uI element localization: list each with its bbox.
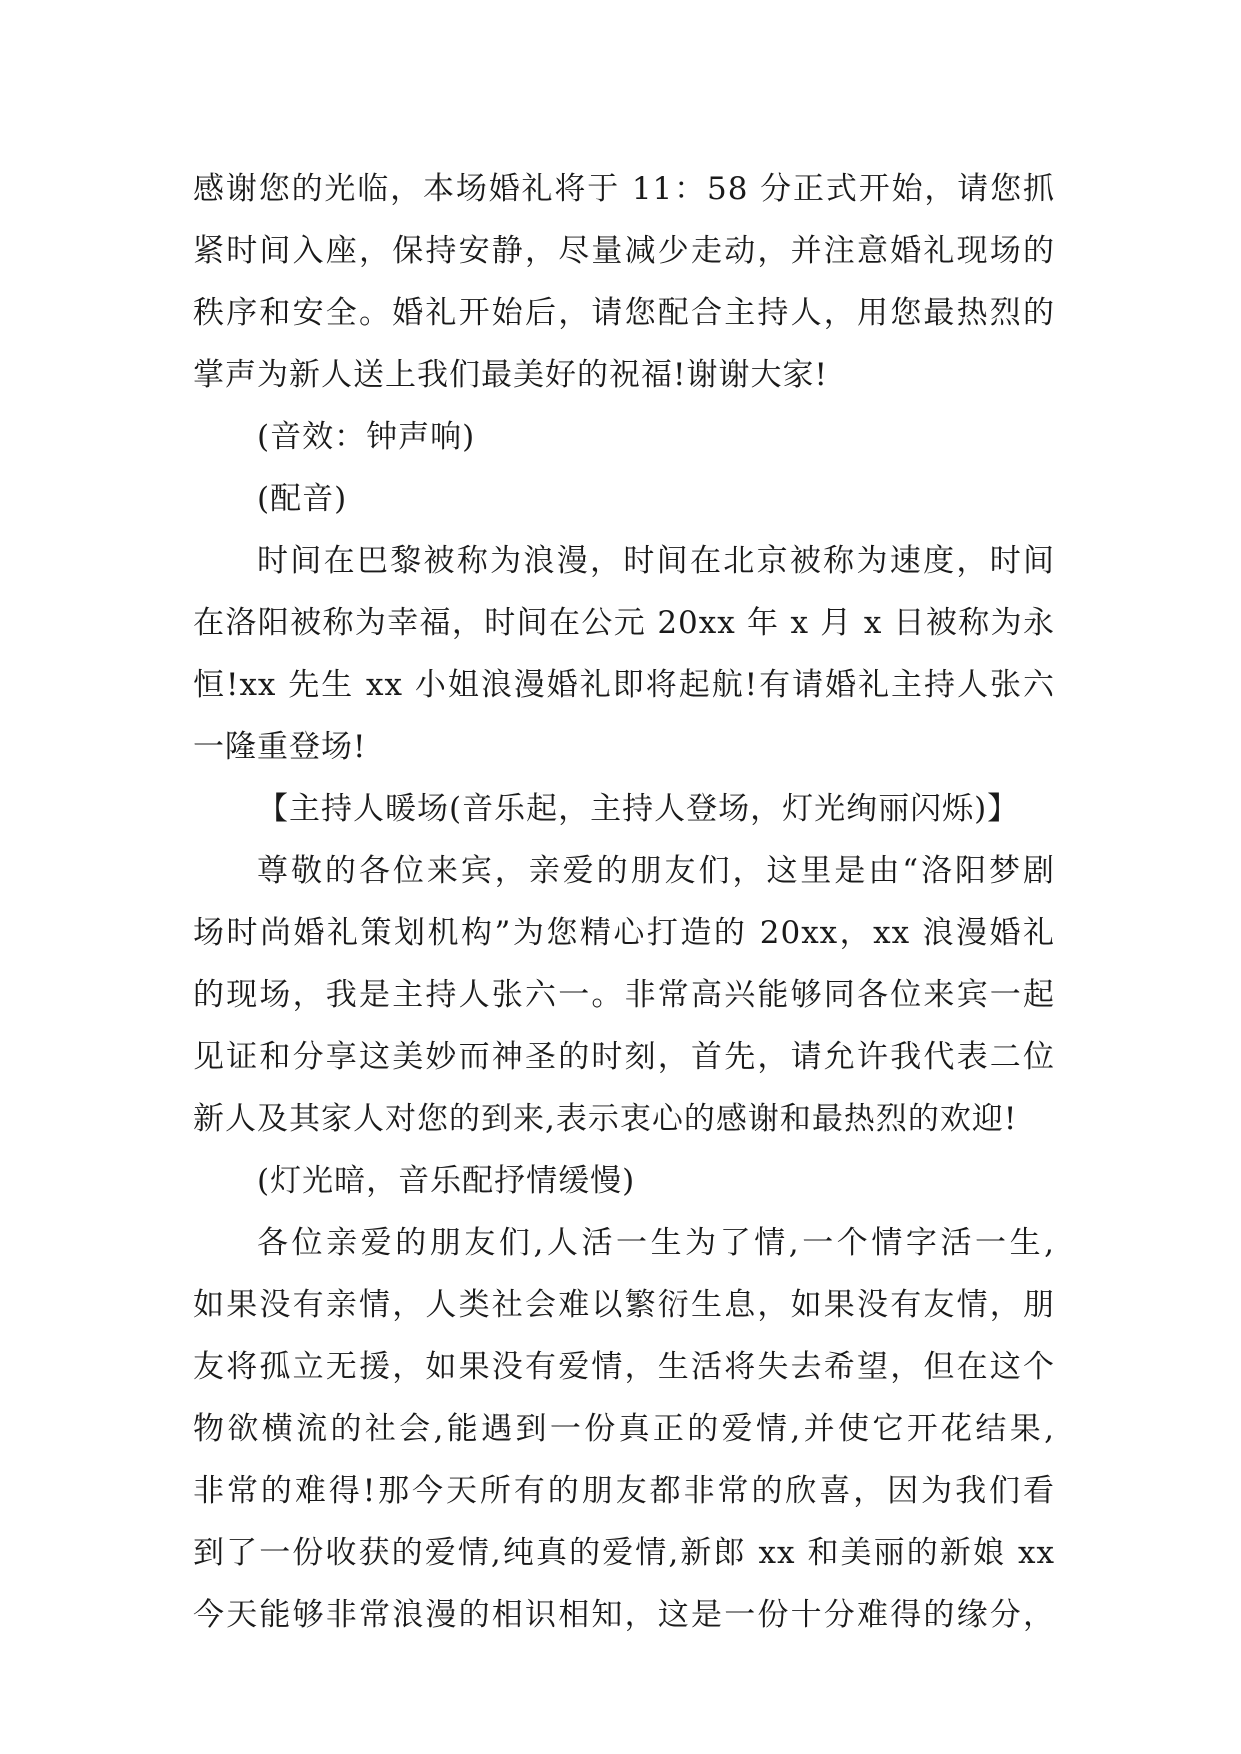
lighting-note: (灯光暗，音乐配抒情缓慢)	[257, 1163, 636, 1199]
text-line: 尊敬的各位来宾，亲爱的朋友们，这里是由“洛阳梦剧	[257, 853, 1055, 889]
text-line: 如果没有亲情，人类社会难以繁衍生息，如果没有友情，朋	[193, 1287, 1055, 1323]
text-line: 场时尚婚礼策划机构”为您精心打造的 20xx，xx 浪漫婚礼	[193, 915, 1055, 951]
text-line: 秩序和安全。婚礼开始后，请您配合主持人，用您最热烈的	[193, 295, 1055, 331]
text-line: 今天能够非常浪漫的相识相知，这是一份十分难得的缘分，	[193, 1597, 1055, 1633]
text-line: 恒!xx 先生 xx 小姐浪漫婚礼即将起航!有请婚礼主持人张六	[193, 667, 1055, 703]
section-heading: 【主持人暖场(音乐起，主持人登场，灯光绚丽闪烁)】	[257, 791, 1020, 827]
text-line: 紧时间入座，保持安静，尽量减少走动，并注意婚礼现场的	[193, 233, 1055, 269]
sound-effect-note: (音效：钟声响)	[257, 419, 476, 455]
text-line: 非常的难得!那今天所有的朋友都非常的欣喜，因为我们看	[193, 1473, 1055, 1509]
text-line: 见证和分享这美妙而神圣的时刻，首先，请允许我代表二位	[193, 1039, 1055, 1075]
text-line: 的现场，我是主持人张六一。非常高兴能够同各位来宾一起	[193, 977, 1055, 1013]
text-line: 时间在巴黎被称为浪漫，时间在北京被称为速度，时间	[257, 543, 1055, 579]
text-line: 一隆重登场!	[193, 729, 367, 765]
text-line: 掌声为新人送上我们最美好的祝福!谢谢大家!	[193, 357, 828, 393]
text-line: 感谢您的光临，本场婚礼将于 11：58 分正式开始，请您抓	[193, 171, 1055, 207]
text-line: 在洛阳被称为幸福，时间在公元 20xx 年 x 月 x 日被称为永	[193, 605, 1055, 641]
text-line: 到了一份收获的爱情,纯真的爱情,新郎 xx 和美丽的新娘 xx	[193, 1535, 1055, 1571]
text-line: 物欲横流的社会,能遇到一份真正的爱情,并使它开花结果,	[193, 1411, 1055, 1447]
text-line: 各位亲爱的朋友们,人活一生为了情,一个情字活一生,	[257, 1225, 1055, 1261]
text-line: 友将孤立无援，如果没有爱情，生活将失去希望，但在这个	[193, 1349, 1055, 1385]
text-line: 新人及其家人对您的到来,表示衷心的感谢和最热烈的欢迎!	[193, 1101, 1018, 1137]
body-text	[193, 158, 1055, 1646]
voiceover-note: (配音)	[257, 481, 348, 517]
